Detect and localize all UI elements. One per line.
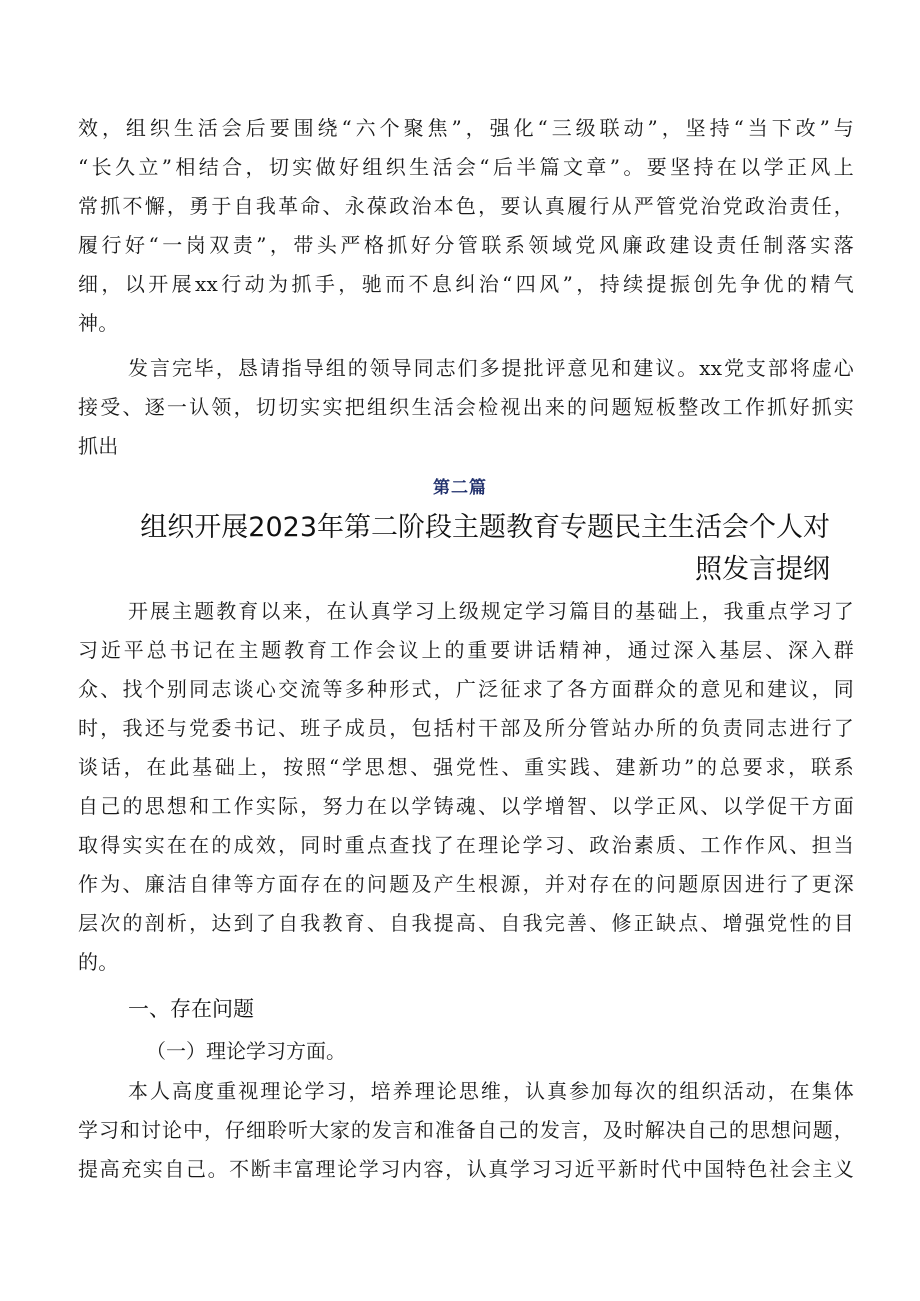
intro-paragraph-line: 取得实实在在的成效，同时重点查找了在理论学习、政治素质、工作作风、担当: [78, 833, 854, 857]
body-paragraph-line: 提高充实自己。不断丰富理论学习内容，认真学习习近平新时代中国特色社会主义: [78, 1157, 854, 1181]
section-label: 第二篇: [433, 478, 487, 498]
subsection-heading: （一）理论学习方面。: [146, 1039, 346, 1063]
paragraph-line: 履行好“一岗双责”，带头严格抓好分管联系领域党风廉政建设责任制落实落: [78, 233, 854, 257]
document-title-line-2: 照发言提纲: [695, 554, 830, 585]
intro-paragraph-line: 开展主题教育以来，在认真学习上级规定学习篇目的基础上，我重点学习了: [128, 599, 854, 623]
section-heading: 一、存在问题: [128, 997, 254, 1021]
intro-paragraph-line: 作为、廉洁自律等方面存在的问题及产生根源，并对存在的问题原因进行了更深: [78, 872, 854, 896]
closing-paragraph-line: 发言完毕，恳请指导组的领导同志们多提批评意见和建议。xx党支部将虚心: [128, 356, 854, 380]
body-paragraph-line: 本人高度重视理论学习，培养理论思维，认真参加每次的组织活动，在集体: [128, 1079, 854, 1103]
paragraph-line: 细，以开展xx行动为抓手，驰而不息纠治“四风”，持续提振创先争优的精气: [78, 272, 854, 296]
closing-paragraph-line: 接受、逐一认领，切切实实把组织生活会检视出来的问题短板整改工作抓好抓实: [78, 395, 854, 419]
intro-paragraph-line: 习近平总书记在主题教育工作会议上的重要讲话精神，通过深入基层、深入群: [78, 638, 854, 662]
paragraph-line: 效，组织生活会后要围绕“六个聚焦”，强化“三级联动”，坚持“当下改”与: [78, 116, 854, 140]
closing-paragraph-line: 抓出: [78, 434, 119, 458]
intro-paragraph-line: 时，我还与党委书记、班子成员，包括村干部及所分管站办所的负责同志进行了: [78, 716, 854, 740]
intro-paragraph-line: 层次的剖析，达到了自我教育、自我提高、自我完善、修正缺点、增强党性的目: [78, 911, 854, 935]
body-paragraph-line: 学习和讨论中，仔细聆听大家的发言和准备自己的发言，及时解决自己的思想问题，: [78, 1118, 854, 1142]
paragraph-line: 神。: [78, 311, 119, 335]
paragraph-line: 常抓不懈，勇于自我革命、永葆政治本色，要认真履行从严管党治党政治责任，: [78, 194, 854, 218]
intro-paragraph-line: 的。: [78, 950, 119, 974]
intro-paragraph-line: 众、找个别同志谈心交流等多种形式，广泛征求了各方面群众的意见和建议，同: [78, 677, 854, 701]
intro-paragraph-line: 自己的思想和工作实际，努力在以学铸魂、以学增智、以学正风、以学促干方面: [78, 794, 854, 818]
paragraph-line: “长久立”相结合，切实做好组织生活会“后半篇文章”。要坚持在以学正风上: [78, 155, 854, 179]
document-title-line-1: 组织开展2023年第二阶段主题教育专题民主生活会个人对: [140, 512, 830, 543]
intro-paragraph-line: 谈话，在此基础上，按照“学思想、强党性、重实践、建新功”的总要求，联系: [78, 755, 854, 779]
